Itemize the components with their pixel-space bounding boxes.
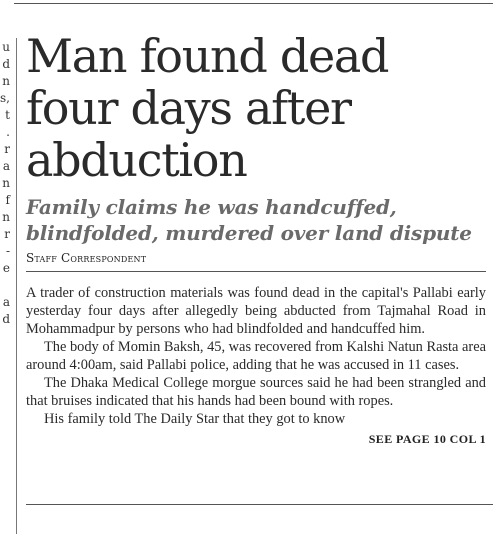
- fragment: s,: [0, 91, 10, 105]
- news-article: [26, 30, 486, 447]
- fragment: f: [5, 193, 10, 207]
- paragraph: The body of Momin Baksh, 45, was recovered from Kalshi Natun Rasta area around 4:00am, said Pallabi police, adding that he was accused in 11 cases.: [26, 339, 486, 373]
- fragment: u: [2, 40, 10, 54]
- fragment: .: [6, 125, 10, 139]
- bottom-rule: [26, 504, 493, 505]
- top-rule: [14, 3, 493, 4]
- adjacent-column-fragments: [0, 40, 10, 329]
- fragment: t: [5, 108, 10, 122]
- paragraph: His family told The Daily Star that they got to know: [44, 411, 346, 427]
- article-body: [26, 284, 486, 428]
- paragraph: The Dhaka Medical College morgue sources said he had been strangled and that bruises indicated that his hands had been bound with ropes.: [26, 375, 486, 409]
- fragment: [0, 278, 10, 295]
- fragment: n: [2, 210, 10, 224]
- column-rule: [16, 38, 17, 534]
- subheadline: Family claims he was handcuffed, blindfolded, murdered over land dispute: [26, 195, 472, 245]
- paragraph: A trader of construction materials was found dead in the capital's Pallabi early yesterday four days after allegedly being abducted from Tajmahal Road in Mohammadpur by persons who had blindfolded and handcuffed him.: [26, 285, 486, 337]
- fragment: r: [4, 142, 10, 156]
- fragment: a: [2, 295, 10, 309]
- fragment: n: [2, 176, 10, 190]
- fragment: r: [4, 227, 10, 241]
- fragment: n: [2, 74, 10, 88]
- fragment: a: [2, 159, 10, 173]
- fragment: e: [2, 261, 10, 275]
- continued-on-link[interactable]: SEE PAGE 10 COL 1: [368, 432, 486, 446]
- headline: Man found dead four days after abduction: [26, 29, 389, 187]
- fragment: d: [2, 312, 10, 326]
- byline: Staff Correspondent: [26, 251, 486, 272]
- fragment: -: [5, 244, 10, 258]
- fragment: d: [2, 57, 10, 71]
